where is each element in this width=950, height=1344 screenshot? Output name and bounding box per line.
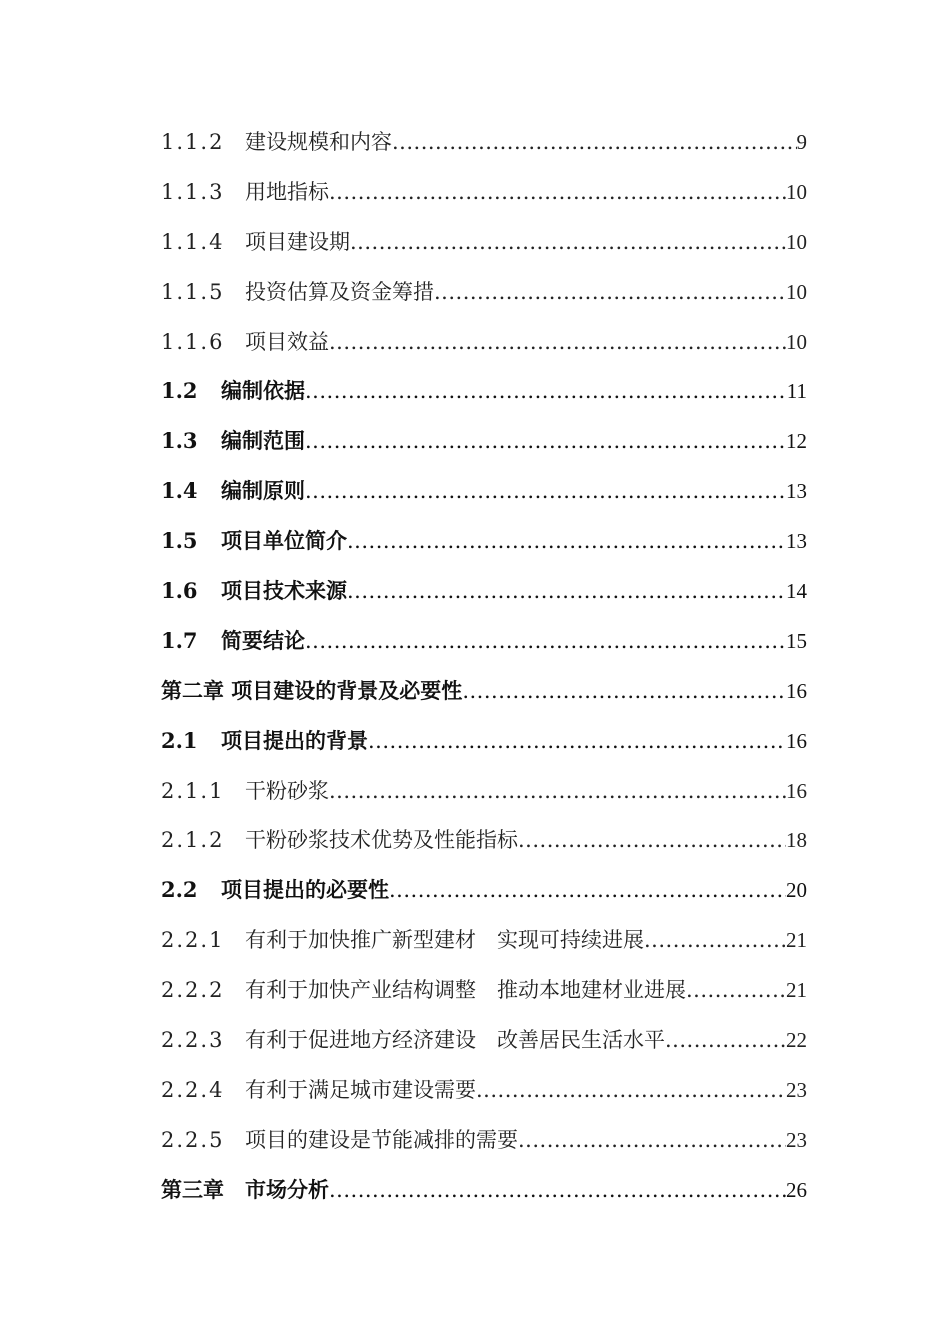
- toc-entry-page: 10: [786, 329, 807, 354]
- toc-entry-title: 投资估算及资金筹措: [245, 279, 434, 304]
- toc-entry-title: 项目技术来源: [221, 578, 347, 604]
- toc-entry[interactable]: [161, 475, 807, 525]
- toc-entry-number: 2.1.1: [161, 778, 225, 803]
- toc-entry[interactable]: [161, 226, 807, 276]
- dot-leader: [329, 330, 786, 354]
- toc-entry-title: 干粉砂浆: [245, 778, 329, 803]
- toc-entry-title: 项目的建设是节能减排的需要: [245, 1127, 518, 1152]
- dot-leader: [305, 479, 786, 503]
- dot-leader: [518, 1128, 786, 1152]
- toc-entry-page: 14: [786, 579, 807, 604]
- toc-entry-title: 项目建设期: [245, 229, 350, 254]
- toc-entry-title: 项目提出的必要性: [221, 877, 389, 903]
- dot-leader: [434, 280, 786, 304]
- dot-leader: [389, 878, 786, 902]
- dot-leader: [665, 1028, 786, 1052]
- toc-entry-title: 有利于加快产业结构调整 推动本地建材业进展: [245, 978, 686, 1003]
- toc-entry-number: 2.2.2: [161, 978, 225, 1003]
- dot-leader: [476, 1078, 786, 1102]
- toc-entry-title: 简要结论: [221, 627, 305, 653]
- toc-entry-title: 有利于加快推广新型建材 实现可持续进展: [245, 928, 644, 953]
- dot-leader: [392, 130, 797, 154]
- toc-entry-title: 编制原则: [221, 478, 305, 504]
- toc-entry[interactable]: [161, 176, 807, 226]
- toc-entry[interactable]: [161, 425, 807, 475]
- toc-entry-page: 10: [786, 279, 807, 304]
- dot-leader: [686, 978, 786, 1002]
- toc-entry[interactable]: [161, 525, 807, 575]
- toc-entry-page: 23: [786, 1077, 807, 1102]
- toc-entry-page: 22: [786, 1028, 807, 1053]
- toc-entry-title: 建设规模和内容: [245, 130, 392, 154]
- toc-entry[interactable]: [161, 625, 807, 675]
- toc-entry[interactable]: [161, 126, 807, 176]
- toc-entry-page: 20: [786, 878, 807, 903]
- toc-entry-number: 1.2: [161, 378, 198, 404]
- toc-chapter-entry[interactable]: [161, 1174, 807, 1224]
- dot-leader: [329, 779, 786, 803]
- toc-entry-page: 21: [786, 928, 807, 953]
- toc-entry-number: 2.1.2: [161, 828, 225, 853]
- toc-entry-number: 1.1.2: [161, 130, 225, 154]
- toc-entry-number: 1.1.4: [161, 229, 225, 254]
- dot-leader: [329, 1178, 786, 1202]
- dot-leader: [347, 529, 786, 553]
- dot-leader: [368, 729, 786, 753]
- toc-entry[interactable]: [161, 375, 807, 425]
- toc-entry-page: 13: [786, 479, 807, 504]
- toc-entry-number: 2.2: [161, 877, 198, 903]
- toc-entry-title: 编制范围: [221, 428, 305, 454]
- toc-entry[interactable]: [161, 575, 807, 625]
- toc-entry-page: 12: [786, 429, 807, 454]
- toc-chapter-entry[interactable]: [161, 675, 807, 725]
- toc-entry-page: 26: [786, 1177, 807, 1202]
- dot-leader: [350, 230, 786, 254]
- toc-entry-number: 2.2.1: [161, 928, 225, 953]
- dot-leader: [518, 828, 786, 852]
- toc-entry-page: 16: [786, 778, 807, 803]
- toc-entry-number: 1.1.6: [161, 329, 225, 354]
- toc-entry-title: 第二章 项目建设的背景及必要性: [161, 677, 463, 703]
- toc-entry-page: 21: [786, 978, 807, 1003]
- dot-leader: [329, 180, 786, 204]
- toc-entry-page: 11: [786, 379, 807, 404]
- dot-leader: [347, 579, 786, 603]
- toc-entry[interactable]: [161, 775, 807, 825]
- toc-entry-title: 干粉砂浆技术优势及性能指标: [245, 828, 518, 853]
- toc-entry[interactable]: [161, 874, 807, 924]
- toc-entry-number: 1.3: [161, 428, 198, 454]
- toc-entry-page: 15: [786, 628, 807, 653]
- toc-entry[interactable]: [161, 276, 807, 326]
- toc-entry-title: 项目单位简介: [221, 528, 347, 554]
- toc-entry-title: 编制依据: [221, 378, 305, 404]
- toc-entry-number: 1.5: [161, 528, 198, 554]
- toc-entry-page: 16: [786, 678, 807, 703]
- toc-entry-title: 项目效益: [245, 329, 329, 354]
- toc-entry-number: 2.1: [161, 727, 198, 753]
- toc-entry-page: 16: [786, 728, 807, 753]
- dot-leader: [305, 379, 787, 403]
- table-of-contents: [161, 126, 807, 1224]
- toc-entry[interactable]: [161, 824, 807, 874]
- toc-entry[interactable]: [161, 326, 807, 376]
- toc-entry-page: 23: [786, 1127, 807, 1152]
- dot-leader: [462, 679, 786, 703]
- toc-entry-number: 1.6: [161, 578, 198, 604]
- toc-entry-page: 18: [786, 828, 807, 853]
- toc-entry-title: 项目提出的背景: [221, 727, 368, 753]
- toc-entry[interactable]: [161, 924, 807, 974]
- dot-leader: [305, 629, 786, 653]
- toc-entry[interactable]: [161, 974, 807, 1024]
- toc-entry[interactable]: [161, 1074, 807, 1124]
- dot-leader: [644, 928, 786, 952]
- dot-leader: [305, 429, 786, 453]
- toc-entry-number: 1.1.3: [161, 179, 225, 204]
- toc-entry-page: 9: [796, 130, 807, 154]
- toc-entry[interactable]: [161, 1024, 807, 1074]
- toc-entry-number: 2.2.5: [161, 1127, 225, 1152]
- toc-entry-title: 有利于满足城市建设需要: [245, 1077, 476, 1102]
- toc-entry-title: 第三章 市场分析: [161, 1176, 329, 1202]
- toc-entry-title: 用地指标: [245, 179, 329, 204]
- toc-entry-number: 1.1.5: [161, 279, 225, 304]
- toc-entry-number: 2.2.4: [161, 1077, 225, 1102]
- toc-entry-page: 10: [786, 179, 807, 204]
- toc-entry[interactable]: [161, 1124, 807, 1174]
- toc-entry-page: 10: [786, 229, 807, 254]
- toc-entry-page: 13: [786, 529, 807, 554]
- toc-entry-title: 有利于促进地方经济建设 改善居民生活水平: [245, 1028, 665, 1053]
- toc-entry-number: 1.7: [161, 627, 198, 653]
- toc-entry[interactable]: [161, 725, 807, 775]
- toc-entry-number: 1.4: [161, 478, 198, 504]
- toc-entry-number: 2.2.3: [161, 1028, 225, 1053]
